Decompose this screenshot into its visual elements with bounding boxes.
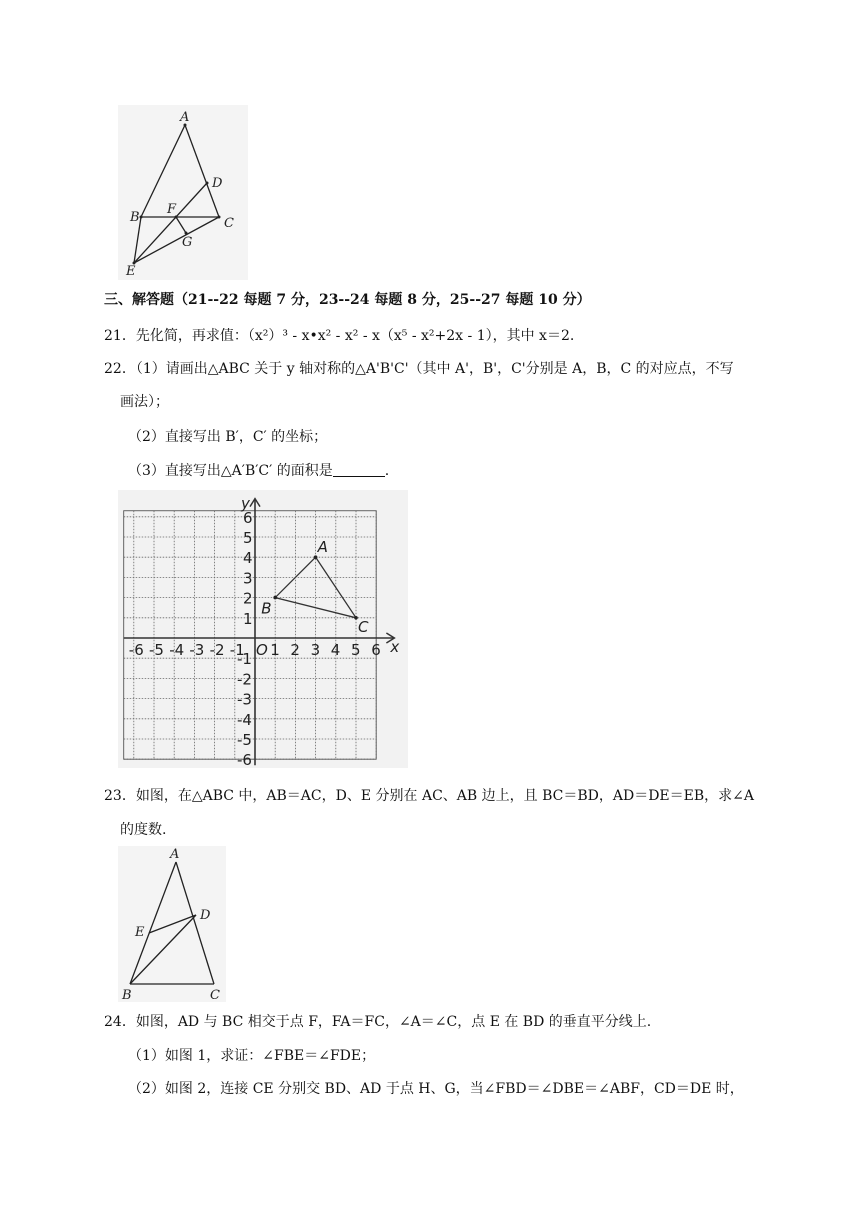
y-axis-label: y: [241, 494, 250, 513]
x-tick-label: 4: [330, 641, 341, 659]
x-tick-label: -1: [229, 641, 245, 659]
x-tick-label: -2: [209, 641, 225, 659]
x-tick-label: -6: [128, 641, 144, 659]
q23-label-B: B: [122, 988, 132, 1002]
label-E: E: [126, 264, 136, 279]
label-G: G: [182, 235, 193, 250]
x-tick-label: 3: [310, 641, 321, 659]
y-tick-label: 4: [243, 549, 253, 568]
section-heading: 三、解答题（21--22 每题 7 分，23--24 每题 8 分，25--27 每题 10 分）: [104, 292, 591, 308]
y-tick-label: 3: [243, 569, 253, 588]
y-tick-label: -2: [237, 670, 252, 689]
point-C: [354, 616, 358, 620]
question-24-line1: 24．如图，AD 与 BC 相交于点 F，FA＝FC，∠A＝∠C，点 E 在 BD 的垂直平分线上.: [104, 1014, 652, 1030]
question-22-line2: 画法）；: [120, 394, 169, 410]
q23-label-C: C: [210, 988, 220, 1002]
x-axis-label: x: [390, 638, 400, 656]
x-tick-label: 5: [351, 641, 361, 659]
q23-label-D: D: [200, 908, 211, 923]
label-D: D: [212, 176, 223, 191]
y-tick-label: -1: [237, 650, 252, 669]
x-tick-label: -4: [169, 641, 185, 659]
label-F: F: [167, 202, 177, 217]
origin-label: O: [256, 641, 268, 659]
question-23-line1: 23．如图，在△ABC 中，AB＝AC，D、E 分别在 AC、AB 边上，且 BC＝BD，AD＝DE＝EB，求∠A: [104, 788, 754, 804]
x-tick-label: 2: [290, 641, 300, 659]
question-23-line2: 的度数.: [120, 822, 167, 838]
point-label-B: B: [261, 599, 272, 618]
question-22-part2: （2）直接写出 B′，C′ 的坐标；: [128, 429, 328, 445]
question-24-part2: （2）如图 2，连接 CE 分别交 BD、AD 于点 H、G，当∠FBD＝∠DBE＝∠ABF，CD＝DE 时，: [128, 1081, 744, 1097]
point-label-C: C: [358, 617, 369, 636]
x-tick-label: -3: [189, 641, 205, 659]
y-tick-label: -4: [237, 710, 252, 729]
figure-q20: [118, 105, 248, 280]
point-B: [273, 596, 277, 600]
question-22-part3-text: （3）直接写出△A′B′C′ 的面积是: [128, 463, 333, 479]
y-tick-label: 6: [243, 508, 253, 527]
label-A: A: [180, 110, 190, 125]
y-tick-label: 2: [243, 589, 253, 608]
question-22-line1: 22．（1）请画出△ABC 关于 y 轴对称的△A'B'C'（其中 A'，B'，C'分别是 A，B，C 的对应点，不写: [104, 361, 734, 377]
q23-label-E: E: [135, 925, 145, 940]
question-22-part3: [128, 461, 389, 481]
y-tick-label: 5: [243, 529, 253, 547]
label-C: C: [224, 216, 234, 231]
x-tick-label: 1: [270, 641, 280, 659]
answer-blank: [333, 462, 385, 477]
figure-q23: [118, 846, 226, 1002]
question-22-part3-end: .: [384, 463, 390, 479]
label-B: B: [130, 210, 140, 225]
y-tick-label: -5: [237, 731, 252, 749]
coordinate-grid-figure: [118, 490, 408, 768]
x-tick-label: -5: [149, 641, 164, 659]
y-tick-label: -3: [237, 690, 252, 709]
y-tick-label: -6: [237, 751, 252, 768]
point-A: [314, 555, 318, 559]
x-tick-label: 6: [371, 641, 381, 659]
y-tick-label: 1: [243, 609, 253, 628]
question-24-part1: （1）如图 1，求证：∠FBE＝∠FDE；: [128, 1048, 376, 1064]
q23-label-A: A: [170, 847, 180, 862]
question-21: 21．先化简，再求值：（x²）³ - x•x² - x² - x（x⁵ - x²+2x - 1），其中 x＝2.: [104, 328, 575, 344]
point-label-A: A: [317, 538, 328, 557]
